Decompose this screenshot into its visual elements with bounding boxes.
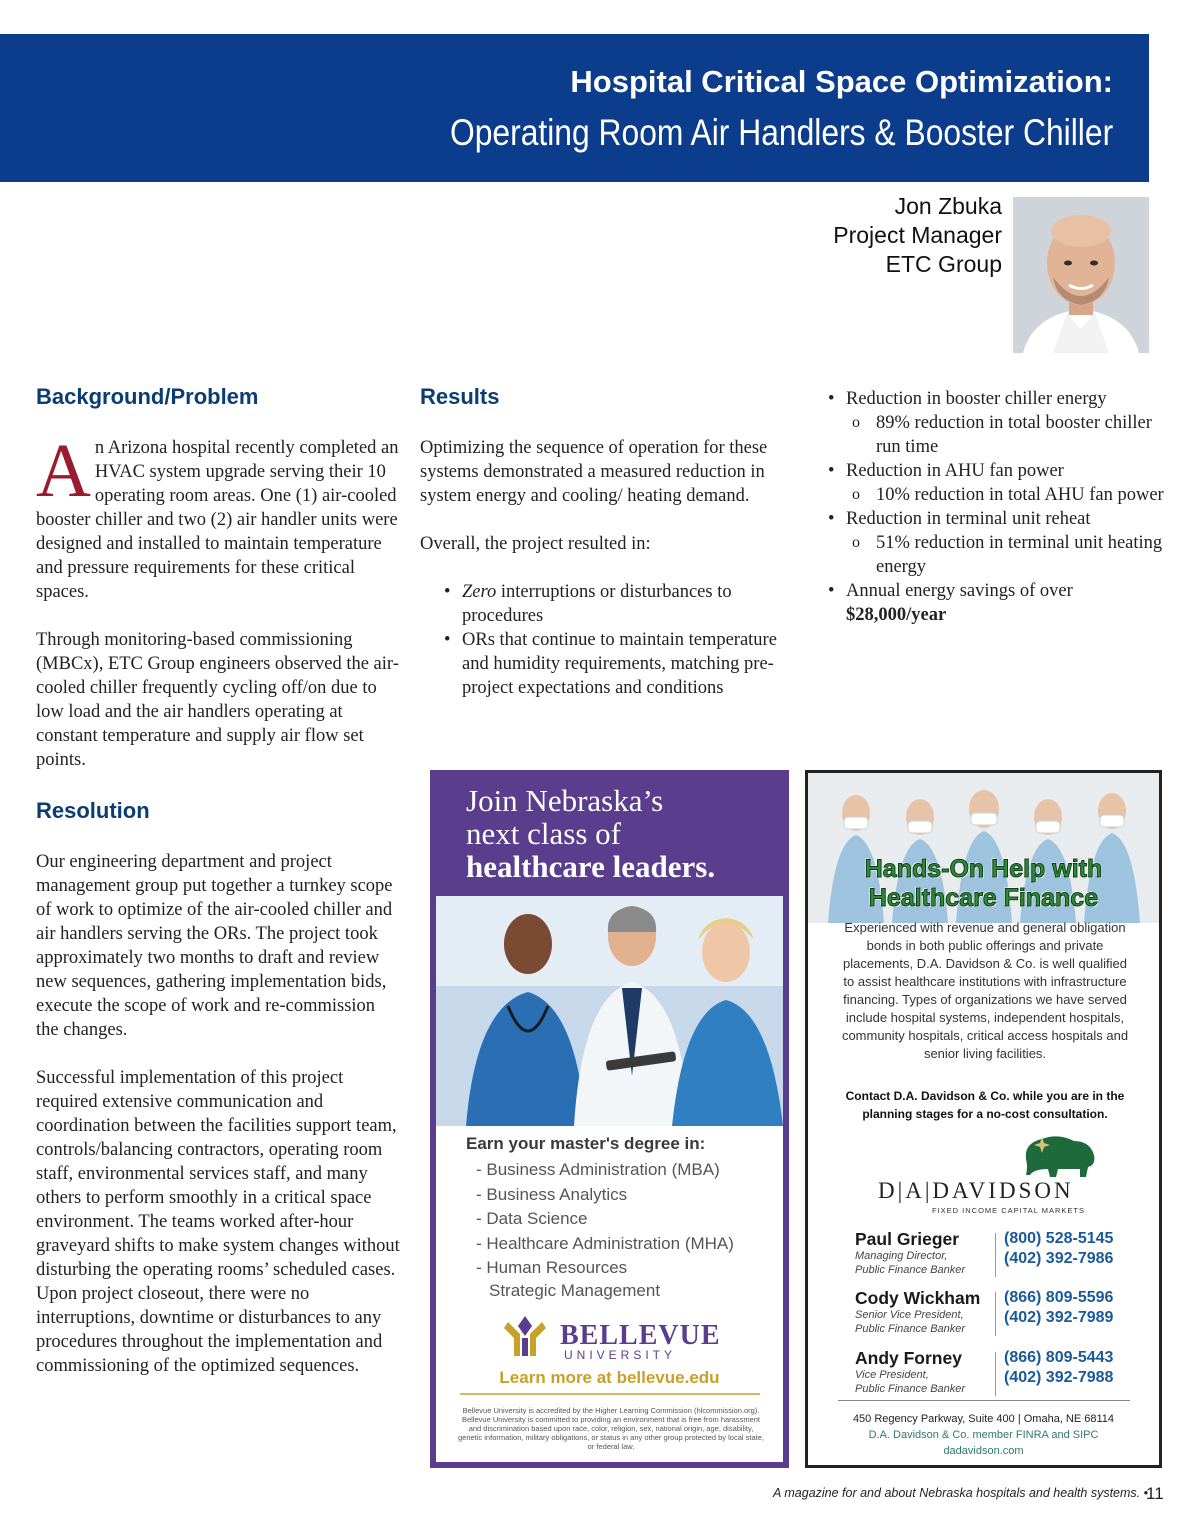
results-heading: Results bbox=[420, 384, 500, 409]
resolution-paragraph-2: Successful implementation of this project required extensive communication and coordination between the facilities support team, controls/balancing contractors, operating room staff, environmental services staff, and many others to perform smoothly in a critical space environment. The teams worked after-hour graveyard shifts to make system changes without disturbing the operating rooms’ scheduled cases. Upon project closeout, there were no interruptions, downtime or disturbances to any procedures throughout the implementation and commissioning of the optimized sequences. bbox=[36, 1068, 400, 1376]
phone-number[interactable]: (402) 392-7989 bbox=[1004, 1309, 1114, 1326]
drop-cap: A bbox=[36, 429, 91, 513]
contact-title: Vice President, bbox=[855, 1369, 929, 1381]
bullet-emphasis: Zero bbox=[462, 582, 497, 602]
page-number: 11 bbox=[1146, 1484, 1164, 1503]
degree-item: - Human Resources bbox=[476, 1258, 628, 1277]
sub-list-item: o 89% reduction in total booster chiller run time bbox=[826, 411, 1166, 459]
author-name: Jon Zbuka bbox=[894, 193, 1002, 219]
phone-number[interactable]: (402) 392-7988 bbox=[1004, 1369, 1114, 1386]
divider bbox=[995, 1233, 996, 1277]
contact-person bbox=[855, 1229, 1145, 1277]
website-link[interactable]: dadavidson.com bbox=[943, 1445, 1024, 1457]
background-paragraph-1 bbox=[36, 429, 400, 604]
bison-logo-icon bbox=[1018, 1129, 1098, 1179]
contact-name: Cody Wickham bbox=[855, 1288, 981, 1308]
phone-number[interactable]: (866) 809-5596 bbox=[1004, 1289, 1114, 1306]
divider bbox=[995, 1292, 996, 1336]
header-banner bbox=[0, 34, 1149, 182]
contact-name: Paul Grieger bbox=[855, 1229, 960, 1249]
contact-title: Managing Director, bbox=[855, 1250, 948, 1262]
author-photo bbox=[1013, 197, 1149, 353]
list-item: • Reduction in terminal unit reheat bbox=[826, 507, 1166, 531]
contact-phones bbox=[1004, 1348, 1113, 1388]
healthcare-team-photo bbox=[436, 896, 783, 1126]
divider bbox=[995, 1352, 996, 1396]
contact-person bbox=[855, 1288, 1145, 1336]
footer-tagline: A magazine for and about Nebraska hospitals and health systems. • bbox=[773, 1486, 1148, 1500]
author-role: Project Manager bbox=[833, 222, 1002, 248]
bellevue-logo-sub: UNIVERSITY bbox=[564, 1348, 677, 1362]
background-paragraph-2: Through monitoring-based commissioning (MBCx), ETC Group engineers observed the air-cooled chiller frequently cycling off/on due to low load and the air handlers operating at constant temperature and supply air flow set points. bbox=[36, 630, 399, 770]
ad-headline-line-1: Join Nebraska’s bbox=[466, 783, 664, 818]
ad-call-to-action: Contact D.A. Davidson & Co. while you are in the planning stages for a no-cost consultation. bbox=[845, 1089, 1125, 1121]
davidson-advertisement[interactable] bbox=[805, 770, 1162, 1468]
degree-item: - Business Administration (MBA) bbox=[476, 1160, 720, 1179]
article-title: Hospital Critical Space Optimization: bbox=[570, 64, 1113, 99]
degree-list bbox=[476, 1158, 734, 1301]
ad-content-panel bbox=[436, 896, 783, 1462]
contact-name: Andy Forney bbox=[855, 1348, 962, 1368]
contact-phones bbox=[1004, 1229, 1113, 1269]
bellevue-emblem-icon bbox=[504, 1316, 546, 1356]
resolution-paragraph-1: Our engineering department and project management group put together a turnkey scope of work to optimize of the air-cooled chiller and air handlers serving the ORs. The project took approximately two months to draft and review new sequences, gathering implementation bids, execute the scope of work and re-commission the changes. bbox=[36, 852, 393, 1040]
ad-headline-line-2: Healthcare Finance bbox=[868, 884, 1099, 912]
phone-number[interactable]: (402) 392-7986 bbox=[1004, 1250, 1114, 1267]
ad-headline-line-1: Hands-On Help with bbox=[864, 855, 1103, 883]
degree-heading: Earn your master's degree in: bbox=[466, 1134, 706, 1153]
phone-number[interactable]: (800) 528-5145 bbox=[1004, 1230, 1114, 1247]
davidson-logo: D|A|DAVIDSON bbox=[878, 1178, 1074, 1203]
author-company: ETC Group bbox=[885, 251, 1002, 277]
divider bbox=[460, 1393, 760, 1395]
list-item bbox=[826, 579, 1166, 627]
results-paragraph-2: Overall, the project resulted in: bbox=[420, 534, 651, 554]
ad-address-block bbox=[808, 1411, 1159, 1459]
bellevue-logo bbox=[502, 1312, 732, 1362]
degree-item: - Data Science bbox=[476, 1209, 588, 1228]
ad-headline bbox=[466, 784, 715, 883]
author-block bbox=[833, 192, 1002, 279]
degree-item: - Business Analytics bbox=[476, 1184, 628, 1204]
contact-phones bbox=[1004, 1288, 1113, 1328]
degree-item: - Healthcare Administration (MHA) bbox=[476, 1233, 734, 1253]
column-right bbox=[826, 387, 1166, 627]
background-heading: Background/Problem bbox=[36, 384, 259, 409]
bullet-text: interruptions or disturbances to procedures bbox=[462, 582, 732, 626]
author-portrait-illustration bbox=[1013, 197, 1149, 353]
background-text-1: n Arizona hospital recently completed an HVAC system upgrade serving their 10 operating room areas. One (1) air-cooled booster chiller and two (2) air handler units were designed and installed to maintain temperature and pressure requirements for these critical spaces. bbox=[36, 438, 399, 602]
results-paragraph-1: Optimizing the sequence of operation for these systems demonstrated a measured reduction in system energy and cooling/ heating demand. bbox=[420, 438, 768, 506]
column-left bbox=[36, 382, 400, 1402]
contact-title: Public Finance Banker bbox=[855, 1323, 966, 1335]
column-middle bbox=[420, 382, 790, 700]
bellevue-link[interactable]: Learn more at bellevue.edu bbox=[499, 1368, 720, 1387]
sub-list-item: o 51% reduction in terminal unit heating energy bbox=[826, 531, 1166, 579]
ad-description: Experienced with revenue and general obligation bonds in both public offerings and private placements, D.A. Davidson & Co. is well qualified to assist healthcare institutions with infrastructure financing. Types of organizations we have served include hospital systems, independent hospitals, community hospitals, critical access hospitals and senior living facilities. bbox=[841, 920, 1129, 1061]
sub-list-item: o 10% reduction in total AHU fan power bbox=[826, 483, 1166, 507]
healthcare-team-illustration bbox=[436, 896, 783, 1126]
phone-number[interactable]: (866) 809-5443 bbox=[1004, 1349, 1114, 1366]
contact-person bbox=[855, 1348, 1145, 1396]
list-item: • Reduction in AHU fan power bbox=[826, 459, 1166, 483]
ad-headline bbox=[808, 855, 1159, 913]
contact-title: Public Finance Banker bbox=[855, 1264, 966, 1276]
degree-item-continued: Strategic Management bbox=[489, 1280, 661, 1300]
ad-headline-line-3 bbox=[466, 850, 715, 883]
davidson-logo-subtitle: FIXED INCOME CAPITAL MARKETS bbox=[932, 1206, 1086, 1215]
results-bullet-list bbox=[444, 580, 790, 700]
savings-list bbox=[826, 387, 1166, 627]
ad-headline-bold: healthcare leaders. bbox=[466, 849, 716, 884]
office-address: 450 Regency Parkway, Suite 400 | Omaha, NE 68114 bbox=[852, 1413, 1115, 1425]
accreditation-fine-print: Bellevue University is accredited by the Higher Learning Commission (hlcommission.org). Bellevue University is committed to providing an environment that is free from harassment and discrimination based upon race, color, religion, sex, national origin, age, disability, genetic information, military obligations, or status in any other group protected by local state, or federal law. bbox=[458, 1406, 764, 1451]
savings-amount: $28,000/year bbox=[846, 605, 947, 625]
ad-headline-line-2: next class of bbox=[466, 816, 621, 851]
savings-text: Annual energy savings of over bbox=[846, 581, 1073, 601]
contact-title: Senior Vice President, bbox=[855, 1309, 964, 1321]
resolution-heading: Resolution bbox=[36, 798, 150, 823]
list-item: • ORs that continue to maintain temperature and humidity requirements, matching pre-project expectations and conditions bbox=[444, 628, 790, 700]
bellevue-advertisement[interactable] bbox=[430, 770, 789, 1468]
list-item: • Reduction in booster chiller energy bbox=[826, 387, 1166, 411]
list-item bbox=[444, 580, 790, 628]
contact-title: Public Finance Banker bbox=[855, 1383, 966, 1395]
bellevue-logo-name: BELLEVUE bbox=[560, 1320, 721, 1351]
article-subtitle: Operating Room Air Handlers & Booster Chiller bbox=[449, 112, 1113, 153]
member-notice: D.A. Davidson & Co. member FINRA and SIPC bbox=[868, 1429, 1099, 1441]
divider bbox=[838, 1400, 1130, 1401]
